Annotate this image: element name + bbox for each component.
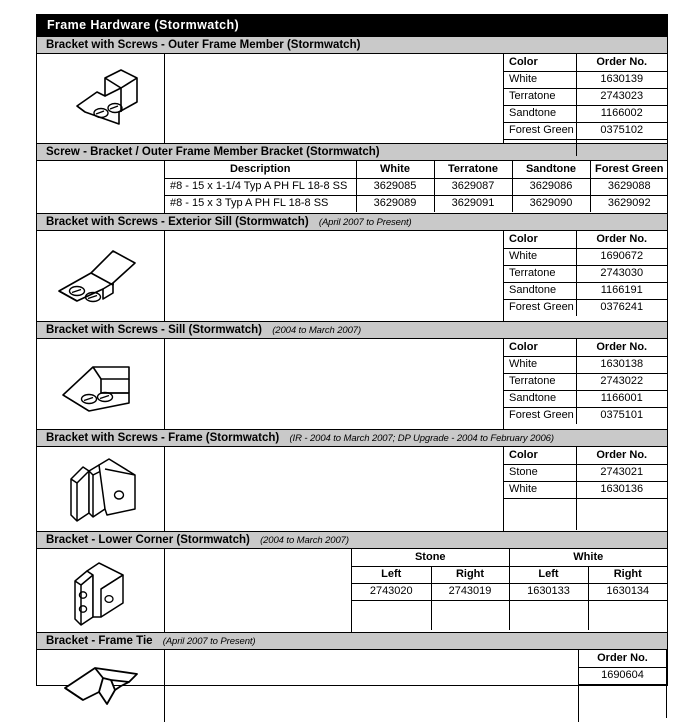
section-title: Bracket - Lower Corner (Stormwatch) [46, 534, 250, 546]
cell-white: 3629085 [356, 178, 434, 195]
section-body-bracket-lower-corner [37, 549, 667, 632]
cell-color: White [504, 356, 576, 373]
cell-sandtone: 3629086 [512, 178, 590, 195]
cell-color: White [504, 71, 576, 88]
cell-empty [504, 139, 576, 156]
column-header-white-left: Left [509, 566, 588, 583]
table-row [504, 248, 667, 265]
cell-forest-green: 3629088 [590, 178, 668, 195]
column-header-terratone: Terratone [434, 161, 512, 178]
spacer-cell [165, 231, 504, 321]
section-body-bracket-frame [37, 447, 667, 531]
table-row [165, 178, 668, 195]
table-row [504, 122, 667, 139]
illustration-cell [37, 54, 165, 143]
table-row [504, 282, 667, 299]
cell-color: White [504, 481, 576, 498]
section-header-bracket-sill [37, 321, 667, 339]
cell-order-no: 1690604 [579, 667, 667, 684]
cell-color: Forest Green [504, 299, 576, 316]
table-row [352, 583, 667, 600]
cell-empty [576, 498, 667, 530]
cell-empty [509, 600, 588, 630]
parts-table [504, 339, 667, 424]
cell-white: 3629089 [356, 195, 434, 212]
section-title: Bracket - Frame Tie [46, 635, 153, 647]
section-header-bracket-frame [37, 429, 667, 447]
cell-color: Terratone [504, 265, 576, 282]
column-header-color: Color [504, 54, 576, 71]
illustration-cell [37, 650, 165, 722]
column-header-stone-right: Right [431, 566, 509, 583]
cell-color: White [504, 248, 576, 265]
bracket-exterior-sill-illustration [37, 231, 165, 321]
column-header-description: Description [165, 161, 356, 178]
table-row [504, 356, 667, 373]
cell-empty [579, 684, 667, 718]
cell-description: #8 - 15 x 3 Typ A PH FL 18-8 SS [165, 195, 356, 212]
cell-order-no: 1630139 [576, 71, 667, 88]
table-row-blank [352, 600, 667, 630]
screw-parts-table-wrap [165, 161, 668, 213]
bracket-frame-tie-illustration [37, 650, 165, 722]
frame-tie-order-table-wrap [579, 650, 667, 722]
cell-order-no: 1166191 [576, 282, 667, 299]
spacer-cell [165, 549, 352, 632]
cell-empty [588, 600, 667, 630]
cell-sandtone: 3629090 [512, 195, 590, 212]
column-header-color: Color [504, 231, 576, 248]
column-header-sandtone: Sandtone [512, 161, 590, 178]
color-order-table-outer-frame-member [504, 54, 667, 143]
column-header-order-no: Order No. [576, 231, 667, 248]
illustration-cell [37, 161, 165, 213]
column-header-stone-left: Left [352, 566, 431, 583]
bracket-lower-corner-illustration [37, 549, 165, 632]
table-row [504, 464, 667, 481]
illustration-cell [37, 549, 165, 632]
table-row [504, 105, 667, 122]
cell-order-no: 2743022 [576, 373, 667, 390]
color-order-table-frame [504, 447, 667, 531]
group-header-stone: Stone [352, 549, 509, 566]
catalog-page [36, 14, 668, 686]
cell-order-no: 1630136 [576, 481, 667, 498]
color-order-table-exterior-sill [504, 231, 667, 321]
column-header-order-no: Order No. [576, 339, 667, 356]
section-header-bracket-lower-corner [37, 531, 667, 549]
cell-empty [576, 139, 667, 156]
cell-color: Terratone [504, 88, 576, 105]
section-header-bracket-outer-frame-member [37, 36, 667, 54]
cell-description: #8 - 15 x 1-1/4 Typ A PH FL 18-8 SS [165, 178, 356, 195]
column-header-white-right: Right [588, 566, 667, 583]
table-row [165, 195, 668, 212]
cell-order-no: 1690672 [576, 248, 667, 265]
section-note: (April 2007 to Present) [318, 217, 412, 228]
section-body-bracket-frame-tie [37, 650, 667, 722]
table-row-blank [504, 139, 667, 156]
cell-color: Forest Green [504, 122, 576, 139]
cell-empty [352, 600, 431, 630]
table-row [504, 390, 667, 407]
section-note: (IR - 2004 to March 2007; DP Upgrade - 2004 to February 2006) [289, 433, 554, 444]
table-row [504, 88, 667, 105]
lower-corner-table-wrap [352, 549, 667, 632]
section-note: (April 2007 to Present) [162, 636, 256, 647]
cell-order-no: 1166001 [576, 390, 667, 407]
section-title: Bracket with Screws - Sill (Stormwatch) [46, 324, 263, 336]
page-title: Frame Hardware (Stormwatch) [37, 15, 667, 36]
spacer-cell [165, 54, 504, 143]
cell-order-no: 0376241 [576, 299, 667, 316]
parts-table [504, 447, 667, 530]
bracket-frame-illustration [37, 447, 165, 531]
parts-table [504, 54, 667, 156]
parts-table [579, 650, 667, 718]
illustration-cell [37, 339, 165, 429]
illustration-cell [37, 447, 165, 531]
section-body-bracket-sill [37, 339, 667, 429]
table-row-blank [504, 498, 667, 530]
group-header-white: White [509, 549, 667, 566]
section-note: (2004 to March 2007) [272, 325, 362, 336]
table-row-blank [579, 684, 667, 718]
cell-order-no: 0375102 [576, 122, 667, 139]
section-title: Bracket with Screws - Exterior Sill (Stormwatch) [46, 216, 309, 228]
illustration-cell [37, 231, 165, 321]
table-header-row [504, 447, 667, 464]
cell-order-no: 1630138 [576, 356, 667, 373]
table-row [504, 407, 667, 424]
cell-order-no: 2743030 [576, 265, 667, 282]
cell-color: Stone [504, 464, 576, 481]
section-title: Bracket with Screws - Outer Frame Member (Stormwatch) [46, 39, 361, 51]
column-header-forest-green: Forest Green [590, 161, 668, 178]
section-body-screw-bracket [37, 161, 667, 213]
cell-terratone: 3629087 [434, 178, 512, 195]
cell-color: Forest Green [504, 407, 576, 424]
section-body-bracket-outer-frame-member [37, 54, 667, 143]
cell-stone-left: 2743020 [352, 583, 431, 600]
section-header-bracket-frame-tie [37, 632, 667, 650]
column-header-color: Color [504, 447, 576, 464]
section-note: (2004 to March 2007) [260, 535, 349, 546]
cell-empty [431, 600, 509, 630]
table-row [504, 299, 667, 316]
color-order-table-sill [504, 339, 667, 429]
cell-order-no: 2743021 [576, 464, 667, 481]
cell-color: Sandtone [504, 390, 576, 407]
section-title: Bracket with Screws - Frame (Stormwatch) [46, 432, 280, 444]
bracket-outer-frame-member-illustration [37, 54, 165, 143]
table-header-row [504, 231, 667, 248]
parts-table [504, 231, 667, 316]
table-row [504, 265, 667, 282]
table-header-row [504, 54, 667, 71]
cell-order-no: 1166002 [576, 105, 667, 122]
cell-stone-right: 2743019 [431, 583, 509, 600]
cell-empty [504, 498, 576, 530]
cell-white-left: 1630133 [509, 583, 588, 600]
spacer-cell [165, 339, 504, 429]
column-header-order-no: Order No. [576, 54, 667, 71]
table-group-header-row [352, 549, 667, 566]
bracket-sill-illustration [37, 339, 165, 429]
spacer-cell [165, 650, 579, 722]
section-header-bracket-exterior-sill [37, 213, 667, 231]
table-header-row [352, 566, 667, 583]
section-title: Screw - Bracket / Outer Frame Member Bracket (Stormwatch) [46, 146, 380, 158]
table-header-row [579, 650, 667, 667]
cell-color: Terratone [504, 373, 576, 390]
cell-color: Sandtone [504, 105, 576, 122]
table-row [579, 667, 667, 684]
table-row [504, 481, 667, 498]
parts-table [165, 161, 668, 212]
cell-terratone: 3629091 [434, 195, 512, 212]
cell-order-no: 2743023 [576, 88, 667, 105]
column-header-order-no: Order No. [576, 447, 667, 464]
column-header-order-no: Order No. [579, 650, 667, 667]
cell-white-right: 1630134 [588, 583, 667, 600]
table-row [504, 373, 667, 390]
table-header-row [504, 339, 667, 356]
column-header-white: White [356, 161, 434, 178]
cell-forest-green: 3629092 [590, 195, 668, 212]
cell-order-no: 0375101 [576, 407, 667, 424]
section-body-bracket-exterior-sill [37, 231, 667, 321]
cell-color: Sandtone [504, 282, 576, 299]
spacer-cell [165, 447, 504, 531]
column-header-color: Color [504, 339, 576, 356]
table-row [504, 71, 667, 88]
table-header-row [165, 161, 668, 178]
parts-table [352, 549, 667, 630]
